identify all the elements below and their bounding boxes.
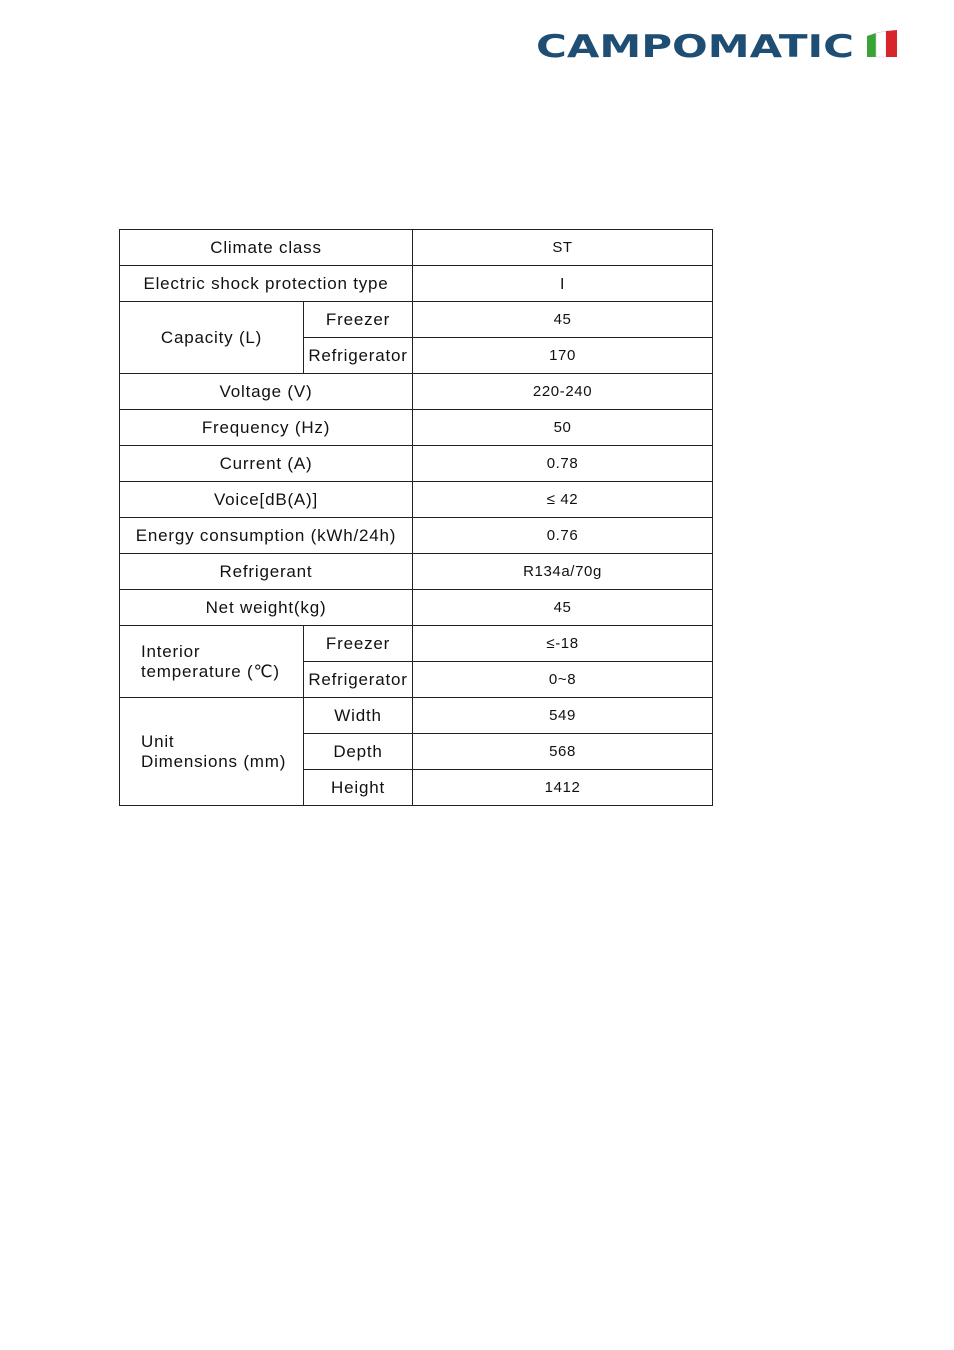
table-row [120,554,713,590]
table-row [120,374,713,410]
table-row [120,446,713,482]
table-row [120,230,713,266]
table-row [120,518,713,554]
shock-protection-value: Ⅰ [413,266,713,302]
interior-temperature-label-line1: Interior [141,641,201,661]
interior-refrigerator-label: Refrigerator [304,662,413,698]
voice-label: Voice[dB(A)] [120,482,413,518]
energy-label: Energy consumption (kWh/24h) [120,518,413,554]
unit-dimensions-label [120,698,304,806]
interior-refrigerator-value: 0~8 [413,662,713,698]
current-value: 0.78 [413,446,713,482]
refrigerant-label: Refrigerant [120,554,413,590]
table-row [120,482,713,518]
voltage-label: Voltage (V) [120,374,413,410]
energy-value: 0.76 [413,518,713,554]
capacity-label: Capacity (L) [120,302,304,374]
height-label: Height [304,770,413,806]
campomatic-logo [536,28,898,62]
table-row [120,266,713,302]
table-row [120,410,713,446]
shock-protection-label: Electric shock protection type [120,266,413,302]
unit-dimensions-label-line2: Dimensions (mm) [141,751,287,771]
interior-temperature-label [120,626,304,698]
interior-temperature-label-line2: temperature (℃) [141,661,280,681]
net-weight-value: 45 [413,590,713,626]
table-row [120,302,713,338]
voice-value: ≤ 42 [413,482,713,518]
net-weight-label: Net weight(kg) [120,590,413,626]
interior-freezer-label: Freezer [304,626,413,662]
frequency-value: 50 [413,410,713,446]
brand-name: CAMPOMATIC [536,29,854,62]
frequency-label: Frequency (Hz) [120,410,413,446]
unit-dimensions-label-line1: Unit [141,731,175,751]
refrigerant-value: R134a/70g [413,554,713,590]
table-row [120,590,713,626]
width-label: Width [304,698,413,734]
capacity-freezer-value: 45 [413,302,713,338]
italian-flag-icon [867,30,897,57]
climate-class-label: Climate class [120,230,413,266]
specification-table [119,229,713,806]
table-row [120,626,713,662]
width-value: 549 [413,698,713,734]
brand-wordmark [536,28,898,62]
capacity-refrigerator-label: Refrigerator [304,338,413,374]
capacity-freezer-label: Freezer [304,302,413,338]
height-value: 1412 [413,770,713,806]
capacity-refrigerator-value: 170 [413,338,713,374]
table-row [120,698,713,734]
depth-value: 568 [413,734,713,770]
voltage-value: 220-240 [413,374,713,410]
climate-class-value: ST [413,230,713,266]
interior-freezer-value: ≤-18 [413,626,713,662]
current-label: Current (A) [120,446,413,482]
depth-label: Depth [304,734,413,770]
